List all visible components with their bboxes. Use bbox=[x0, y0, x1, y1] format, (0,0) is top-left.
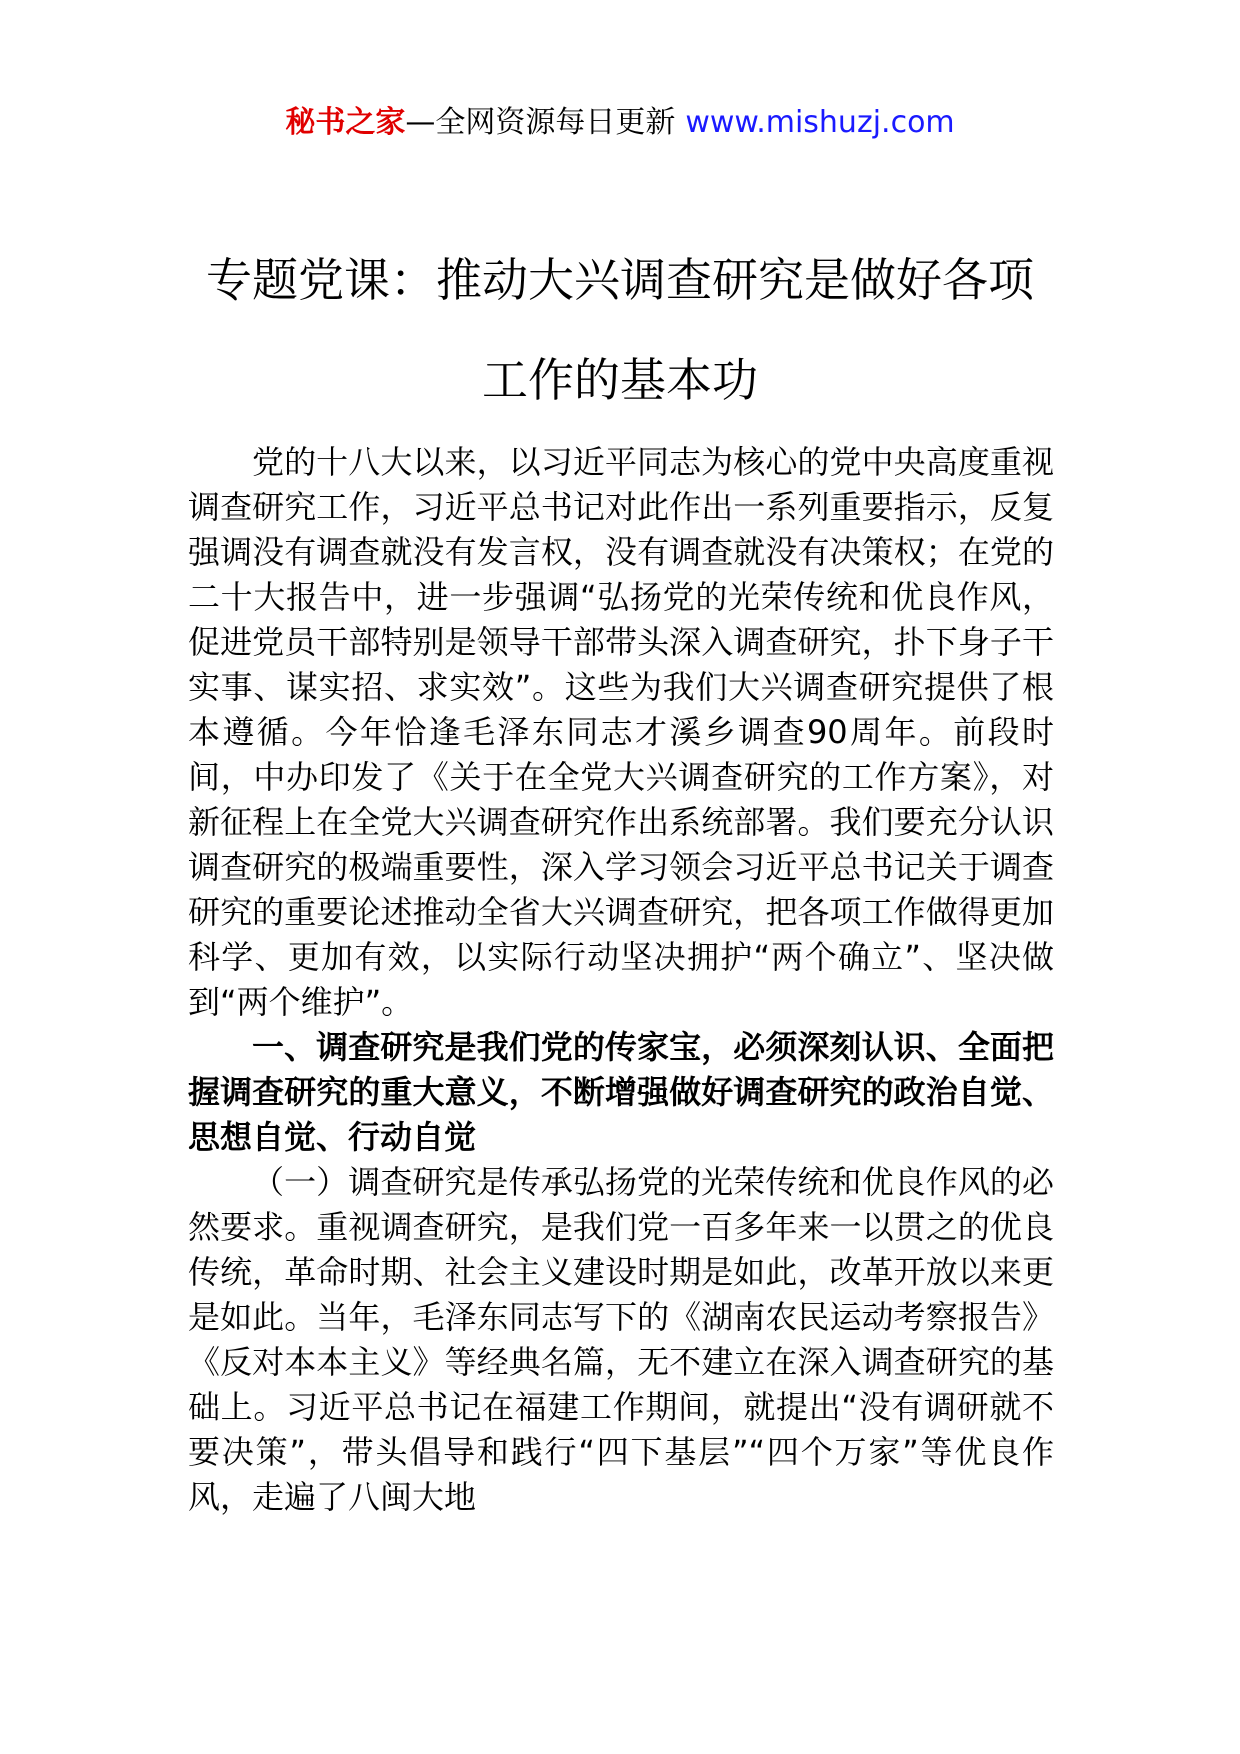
website-link[interactable]: www.mishuzj.com bbox=[685, 105, 955, 140]
paragraph-intro: 党的十八大以来，以习近平同志为核心的党中央高度重视调查研究工作，习近平总书记对此作出一系列重要指示，反复强调没有调查就没有发言权，没有调查就没有决策权；在党的二十大报告中，进一步强调“弘扬党的光荣传统和优良作风，促进党员干部特别是领导干部带头深入调查研究，扑下身子干实事、谋实招、求实效”。这些为我们大兴调查研究提供了根本遵循。今年恰逢毛泽东同志才溪乡调查90周年。前段时间，中办印发了《关于在全党大兴调查研究的工作方案》，对新征程上在全党大兴调查研究作出系统部署。我们要充分认识调查研究的极端重要性，深入学习领会习近平总书记关于调查研究的重要论述推动全省大兴调查研究，把各项工作做得更加科学、更加有效，以实际行动坚决拥护“两个确立”、坚决做到“两个维护”。 bbox=[188, 443, 1054, 1021]
document-title bbox=[190, 230, 1050, 430]
title-line-1: 专题党课：推动大兴调查研究是做好各项 bbox=[206, 253, 1034, 307]
document-body bbox=[188, 440, 1054, 1520]
section-heading-1: 一、调查研究是我们党的传家宝，必须深刻认识、全面把握调查研究的重大意义，不断增强做好调查研究的政治自觉、思想自觉、行动自觉 bbox=[188, 1028, 1054, 1156]
title-line-2: 工作的基本功 bbox=[482, 353, 758, 407]
page-header bbox=[0, 100, 1240, 146]
header-tagline: —全网资源每日更新 bbox=[405, 105, 676, 140]
paragraph-section-1-1: （一）调查研究是传承弘扬党的光荣传统和优良作风的必然要求。重视调查研究，是我们党一百多年来一以贯之的优良传统，革命时期、社会主义建设时期是如此，改革开放以来更是如此。当年，毛泽东同志写下的《湖南农民运动考察报告》《反对本本主义》等经典名篇，无不建立在深入调查研究的基础上。习近平总书记在福建工作期间，就提出“没有调研就不要决策”，带头倡导和践行“四下基层”“四个万家”等优良作风，走遍了八闽大地 bbox=[188, 1163, 1054, 1516]
brand-name: 秘书之家 bbox=[285, 105, 406, 140]
